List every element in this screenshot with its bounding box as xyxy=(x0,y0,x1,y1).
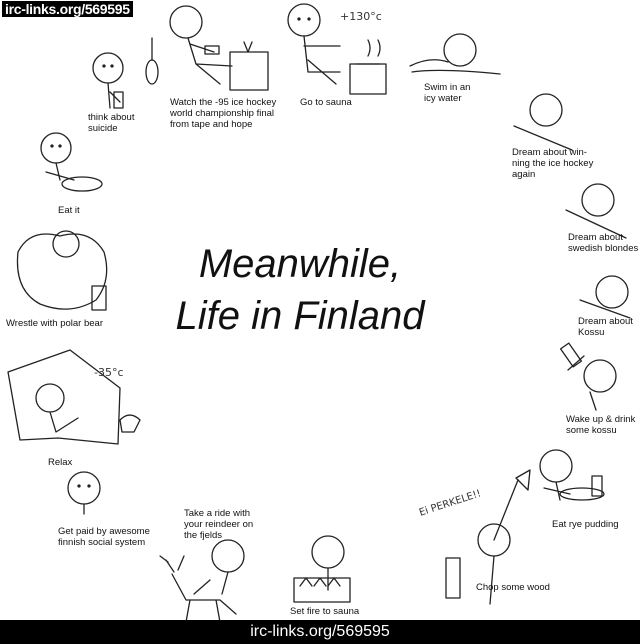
stickman-eat-drawing xyxy=(41,133,102,191)
drinker-drawing xyxy=(561,343,616,410)
caption-relax: Relax xyxy=(48,457,73,468)
stickman-tv-drawing xyxy=(170,6,268,90)
caption-sauna: Go to sauna xyxy=(300,97,352,108)
sleeper-2-drawing xyxy=(566,184,626,238)
caption-dream-kossu: Dream about Kossu xyxy=(578,316,633,338)
page-title xyxy=(130,238,470,342)
polar-bear-drawing xyxy=(17,231,106,310)
swimmer-drawing xyxy=(410,34,500,74)
pudding-eater-drawing xyxy=(540,450,604,500)
caption-reindeer: Take a ride with your reindeer on the fjelds xyxy=(184,508,254,541)
caption-wood: Chop some wood xyxy=(476,582,550,593)
sauna-temperature: +130°c xyxy=(340,10,382,23)
title-line-1: Meanwhile, xyxy=(198,242,402,286)
caption-drink: Wake up & drink some kossu xyxy=(566,414,636,436)
relax-temperature: -35°c xyxy=(94,366,124,379)
relax-drawing xyxy=(8,350,140,444)
caption-eat: Eat it xyxy=(58,205,80,216)
sleeper-1-drawing xyxy=(514,94,572,150)
caption-suicide: think about suicide xyxy=(88,112,135,134)
sleeper-3-drawing xyxy=(580,276,630,318)
caption-hockey: Watch the -95 ice hockey world championship final from tape and hope xyxy=(170,97,277,130)
caption-pudding: Eat rye pudding xyxy=(552,519,619,530)
caption-bear: Wrestle with polar bear xyxy=(6,318,103,329)
caption-dream-blondes: Dream about swedish blondes xyxy=(568,232,639,254)
watermark-bottom: irc-links.org/569595 xyxy=(0,620,640,644)
stickman-suicide-drawing xyxy=(93,38,158,108)
reindeer-rider-drawing xyxy=(160,540,244,622)
stickman-fire-drawing xyxy=(294,536,350,602)
swear-text: Ei PERKELE!! xyxy=(417,488,483,519)
caption-paid: Get paid by awesome finnish social system xyxy=(58,526,150,548)
caption-swim: Swim in an icy water xyxy=(424,82,471,104)
stickman-paid-drawing xyxy=(68,472,100,514)
watermark-top: irc-links.org/569595 xyxy=(2,1,133,17)
caption-fire: Set fire to sauna xyxy=(290,606,360,617)
title-line-2: Life in Finland xyxy=(175,294,425,338)
caption-dream-hockey: Dream about win- ning the ice hockey again xyxy=(512,147,594,180)
